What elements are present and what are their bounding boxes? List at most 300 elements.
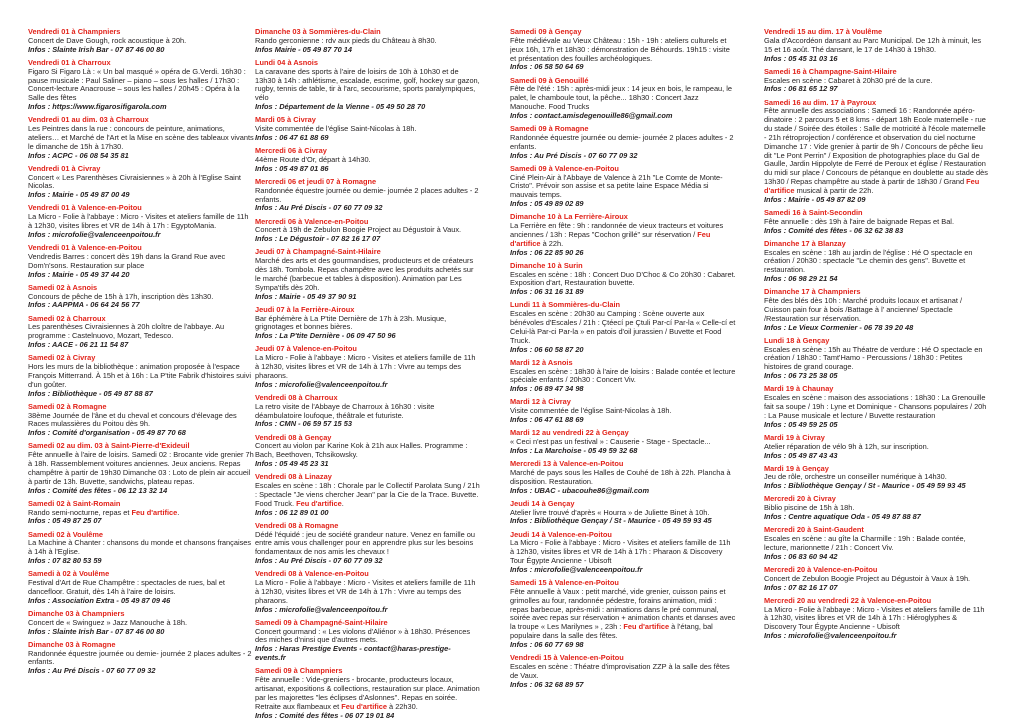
event-description-text: Randonnée équestre journée ou demie- journée 2 places adultes - 2 enfants.: [510, 132, 734, 151]
event-entry: [255, 434, 481, 469]
event-date-location: Vendredi 15 au dim. 17 à Voulême: [764, 28, 883, 36]
event-entry: [510, 398, 736, 425]
event-info-contact: Infos : Bibliothèque Gençay / St - Maurice - 05 49 59 93 45: [510, 516, 712, 526]
event-entry: [255, 28, 481, 55]
event-description-text: Concours de pêche de 15h à 17h, inscription dès 13h30.: [28, 291, 214, 301]
event-description: [764, 346, 990, 373]
event-entry: [764, 434, 990, 461]
event-info-contact: Infos : 06 22 85 90 26: [510, 247, 584, 257]
event-entry: [510, 531, 736, 575]
event-description: [764, 249, 990, 276]
event-info-contact: Infos : Mairie - 05 49 87 82 09: [764, 194, 866, 204]
event-date-location: Samedi à 02 à Voulême: [28, 569, 110, 579]
event-description-text: Escales en scène : 18h au jardin de l'église : Hé O spectacle en création / 20h30 : spectacle "Le chemin des gens". Buvette et restauration.: [764, 247, 973, 275]
event-date-location: Mardi 12 à Asnois: [510, 357, 573, 367]
event-description-text: Concert de Dave Gough, rock acoustique à 20h.: [28, 35, 187, 45]
event-description: [28, 125, 254, 152]
event-description: [255, 676, 481, 711]
event-description-text: Fête de l'été : 15h : après-midi jeux : 14 jeux en bois, le rampeau, le palet, le chamboule tout, la pêche... 18h30 : Concert Jazz Manouche. Food Trucks: [510, 84, 733, 112]
event-date-location: Lundi 11 à Sommières-du-Clain: [510, 300, 621, 310]
event-description-text: Ciné Plein-Air à l'Abbaye de Valence à 21h "Le Comte de Monte-Cristo". Prévoir son assise et sa petite laine Espace Média si mauvais temps.: [510, 172, 723, 200]
event-description: [28, 539, 254, 557]
event-entry: [510, 262, 736, 297]
event-info-contact: Infos Mairie - 05 49 87 70 14: [255, 44, 352, 54]
event-description: [255, 257, 481, 292]
event-date-location: Vendredi 08 à Valence-en-Poitou: [255, 569, 369, 579]
event-description-text: « Ceci n'est pas un festival » : Causerie - Stage - Spectacle...: [510, 437, 711, 447]
fireworks-highlight: Feu d'artifice: [623, 622, 670, 632]
event-date-location: Samedi 09 à Champniers: [255, 666, 343, 676]
event-date-location: Jeudi 14 à Valence-en-Poitou: [510, 529, 612, 539]
event-entry: [28, 442, 254, 495]
event-description-text: Fête annuelle : Vide-greniers - brocante, producteurs locaux, artisanat, expositions & collections, restauration sur place. Animation par les majorettes "les éclipses d'Aslonnes". Repas en soirée. Retraite aux flambeaux et: [255, 675, 480, 711]
event-info-contact: Infos : La P'tite Dernière - 06 09 47 50 96: [255, 331, 396, 341]
event-info-contact: Infos : Association Extra - 05 49 87 09 46: [28, 595, 171, 605]
event-info-contact: Infos : microfolie@valenceenpoitou.fr: [510, 564, 643, 574]
event-description-text: La Micro - Folie à l'abbaye : Micro - Visites et ateliers famille de 11h à 12h30, visites libres et VR de 14h à 17h : EgyptoMania.: [28, 212, 249, 231]
event-info-contact: Infos : 05 49 87 43 43: [764, 450, 838, 460]
event-info-contact: Infos : 06 58 50 64 69: [510, 62, 584, 72]
event-date-location: Vendredi 08 à Romagne: [255, 520, 339, 530]
event-description: [764, 107, 990, 195]
event-info-contact: Infos : https://www.figarosifigarola.com: [28, 102, 167, 112]
fireworks-highlight: Feu d'artifice: [341, 701, 387, 711]
event-entry: [510, 429, 736, 456]
event-date-location: Samedi 02 à Civray: [28, 353, 96, 363]
event-date-location: Vendredi 15 à Valence-en-Poitou: [510, 653, 624, 663]
event-entry: [255, 59, 481, 112]
events-column-4: [764, 28, 990, 718]
event-entry: [510, 654, 736, 689]
event-description-text: 44ème Route d'Or, départ à 14h30.: [255, 154, 371, 164]
event-description-text: La Machine à Chanter : chansons du monde et chansons françaises à 14h à l'Eglise.: [28, 538, 252, 557]
events-column-1: [28, 28, 254, 718]
event-date-location: Dimanche 03 à Sommières-du-Clain: [255, 28, 381, 36]
event-description: [255, 187, 481, 205]
event-description: [510, 539, 736, 566]
event-date-location: Dimanche 03 à Champniers: [28, 608, 125, 618]
event-info-contact: Infos : Mairie - 05 49 37 44 20: [28, 269, 130, 279]
event-info-contact: Infos : Au Pré Discis - 07 60 77 09 32: [28, 666, 156, 676]
event-entry: [28, 28, 254, 55]
event-description-text: Escales en scène : Cabaret à 20h30 pré de la cure.: [764, 75, 933, 85]
event-entry: [28, 284, 254, 311]
event-entry: [764, 495, 990, 522]
event-description-text: La Micro - Folie à l'abbaye : Micro - Visites et ateliers famille de 11h à 12h30, visites libres et VR de 14h à 17h : Hiéroglyphes & Discovery Tour Égypte Ancienne - Ubisoft: [764, 604, 985, 632]
event-date-location: Vendredi 01 à Valence-en-Poitou: [28, 203, 142, 213]
event-entry: [28, 531, 254, 566]
event-date-location: Mercredi 20 à Saint-Gaudent: [764, 525, 864, 535]
event-info-contact: Infos : microfolie@valenceenpoitou.fr: [28, 229, 161, 239]
event-description: [510, 663, 736, 681]
event-date-location: Vendredi 08 à Charroux: [255, 392, 338, 402]
event-description-text: Gala d'Accordéon dansant au Parc Municipal. De 12h à minuit, les 15 et 16 août. Thé dansant, le 17 de 14h30 à 19h30.: [764, 35, 982, 54]
event-description-text: Concert au violon par Karine Kok à 21h aux Halles. Programme : Bach, Beethoven, Tchsikowsky.: [255, 441, 468, 460]
event-entry: [28, 165, 254, 200]
event-date-location: Vendredi 01 à Champniers: [28, 28, 121, 36]
event-date-location: Samedi 02 à Voulême: [28, 529, 104, 539]
event-info-contact: Infos : Comité des fêtes - 06 12 13 32 14: [28, 485, 168, 495]
event-description-text: Fête annuelle à Vaux : petit marché, vide grenier, cuisson pains et grimolles au four, randonnée pédestre, forains animation, midi : repas barbecue, après-midi : animations dans le pré communal, soirée avec repas sur réservation + animation chants et danses avec la troupe « Les Marilynes » , 23h :: [510, 586, 736, 632]
event-description-text: Concert à 19h de Zebulon Boogie Project au Dégustoir à Vaux.: [255, 225, 462, 235]
event-date-location: Dimanche 03 à Romagne: [28, 639, 116, 649]
event-date-location: Mercredi 06 à Valence-en-Poitou: [255, 216, 369, 226]
event-entry: [255, 306, 481, 341]
event-date-location: Vendredi 01 à Charroux: [28, 57, 111, 67]
event-date-location: Samedi 09 à Romagne: [510, 124, 589, 134]
event-description: [510, 310, 736, 345]
event-info-contact: Infos : 06 81 65 12 97: [764, 84, 838, 94]
event-description-text: La caravane des sports à l'aire de loisirs de 10h à 10h30 et de 13h30 à 14h : athlétisme, escalade, escrime, golf, hockey sur gazon, rugby, tennis de table, tir à l'arc, secourisme, sports paralympiques, vélo: [255, 66, 480, 103]
event-info-contact: Infos : Au Pré Discis - 07 60 77 09 32: [510, 150, 638, 160]
event-description: [764, 394, 990, 421]
event-info-contact: Infos : 06 73 25 38 05: [764, 371, 838, 381]
event-entry: [764, 240, 990, 284]
event-entry: [764, 28, 990, 63]
event-date-location: Mercredi 20 au vendredi 22 à Valence-en-Poitou: [764, 595, 932, 605]
event-description: [764, 535, 990, 553]
event-description-text-end: .: [177, 507, 180, 517]
event-info-contact: Infos : CMN - 06 59 57 15 53: [255, 419, 352, 429]
event-description: [28, 650, 254, 668]
event-date-location: Vendredi 01 à Civray: [28, 163, 101, 173]
event-info-contact: Infos : Département de la Vienne - 05 49 50 28 70: [255, 102, 426, 112]
event-entry: [255, 394, 481, 429]
event-info-contact: Infos : 06 83 60 94 42: [764, 551, 838, 561]
event-info-contact: Infos : 05 49 87 01 86: [255, 163, 329, 173]
event-description-text: Escales en scène : 18h : Chorale par le Collectif Parolata Sung / 21h : Spectacle "Je viens chercher Jean" par la Cie de la Trace. Buvette. Food Truck.: [255, 481, 480, 508]
event-description-text: Fête annuelle : dès 19h à l'aire de baignade Repas et Bal.: [764, 216, 955, 226]
event-entry: [510, 579, 736, 650]
event-description-text: Festival d'Art de Rue Champêtre : spectacles de rues, bal et dancefloor. Gratuit, dès 14h à l'aire de loisirs.: [28, 578, 225, 596]
event-entry: [764, 99, 990, 205]
event-description-text: Figaro Si Figaro Là : « Un bal masqué » opéra de G.Verdi. 16h30 : pause musicale : Paul Saliner – piano – sous les halles / 17h30 : Concert-lecture Anacrouse – sous les halles / 20h45 : Opéra à la Salle des fêtes: [28, 66, 246, 103]
event-date-location: Mardi 19 à Gençay: [764, 463, 829, 473]
event-date-location: Samedi 09 à Champagné-Saint-Hilaire: [255, 617, 388, 627]
event-entry: [510, 77, 736, 121]
event-description-text-end: musical à partir de 22h.: [794, 185, 874, 195]
event-description: [28, 253, 254, 271]
event-description: [28, 174, 254, 192]
event-info-contact: Infos : 07 82 80 53 59: [28, 556, 102, 566]
event-date-location: Lundi 04 à Asnois: [255, 57, 318, 67]
event-description: [255, 403, 481, 421]
event-info-contact: Infos : 05 45 31 03 16: [764, 53, 838, 63]
event-description: [255, 579, 481, 606]
event-info-contact: Infos : Comité des fêtes - 06 32 62 38 83: [764, 225, 904, 235]
event-description-text: Escales en scène : au gîte la Charmille : 19h : Balade contée, lecture, marionnette / 21h : Concert Viv.: [764, 534, 966, 552]
event-date-location: Mardi 12 à Civray: [510, 397, 571, 407]
event-description: [510, 85, 736, 112]
event-entry: [764, 597, 990, 641]
event-info-contact: Infos : 07 82 16 17 07: [764, 582, 838, 592]
event-entry: [764, 288, 990, 332]
event-date-location: Jeudi 14 à Gençay: [510, 498, 575, 508]
event-info-contact: Infos : 06 60 58 87 20: [510, 344, 584, 354]
event-description-text: Les Peintres dans la rue : concours de peinture, animations, ateliers… et Marché de l'Art et la Mise en scène des tableaux vivants le dimanche de 15h à 17h30.: [28, 124, 254, 151]
event-date-location: Mardi 05 à Civray: [255, 115, 316, 125]
event-entry: [510, 125, 736, 160]
event-entry: [764, 566, 990, 593]
event-entry: [28, 315, 254, 350]
event-info-contact: Infos : Le Dégustoir - 07 82 16 17 07: [255, 234, 381, 244]
event-date-location: Samedi 02 au dim. 03 à Saint-Pierre-d'Exideuil: [28, 441, 190, 451]
event-description: [28, 213, 254, 231]
event-description: [255, 442, 481, 460]
event-entry: [510, 301, 736, 354]
event-info-contact: Infos : 06 89 47 34 98: [510, 384, 584, 394]
event-info-contact: Infos : 06 47 61 88 69: [510, 415, 584, 425]
event-entry: [28, 500, 254, 527]
event-entry: [255, 178, 481, 213]
event-description-text: Visite commentée de l'église Saint-Nicolas à 18h.: [255, 124, 417, 134]
event-description-text: Fête médiévale au Vieux Château : 15h - 19h : ateliers culturels et jeux 16h, 17h et 18h30 : démonstration de Béhourds. 19h15 : visite et présentation des fouilles archéologiques.: [510, 35, 730, 63]
event-description: [28, 363, 254, 390]
event-date-location: Mardi 19 à Chaunay: [764, 384, 834, 394]
event-info-contact: Infos : 05 49 59 25 05: [764, 419, 838, 429]
event-info-contact: Infos : ACPC - 06 08 54 35 81: [28, 150, 129, 160]
event-info-contact: Infos : 06 60 77 69 98: [510, 640, 584, 650]
event-info-contact: Infos : AACE - 06 21 11 54 87: [28, 340, 129, 350]
event-date-location: Mercredi 06 et jeudi 07 à Romagne: [255, 176, 377, 186]
event-entry: [255, 345, 481, 389]
event-description-text: 38ème Journée de l'âne et du cheval et concours d'élevage des Races mulassières du Poitou dès 9h.: [28, 410, 237, 429]
event-entry: [510, 165, 736, 209]
event-entry: [28, 403, 254, 438]
event-entry: [28, 354, 254, 398]
event-entry: [28, 244, 254, 279]
event-date-location: Mardi 19 à Civray: [764, 432, 825, 442]
event-date-location: Vendredi 08 à Linazay: [255, 472, 332, 482]
event-description-text: Marché des arts et des gourmandises, producteurs et de créateurs dès 18h. Tombola. Repas champêtre avec les produits achetés sur le marché (barbecue et tables à disposition). Animation par Les Sympa'tifs dès 20h.: [255, 256, 474, 292]
event-description: [510, 37, 736, 64]
event-date-location: Mercredi 20 à Civray: [764, 494, 836, 504]
event-description: [510, 588, 736, 641]
event-entry: [28, 204, 254, 239]
event-date-location: Vendredi 01 à Valence-en-Poitou: [28, 243, 142, 253]
fireworks-highlight: Feu d'artifice: [296, 498, 342, 508]
event-description-text: Escales en scène : maison des associations : 18h30 : La Grenouille fait sa soupe / 19h : Lyne et Dominique - Chansons populaires / 20h : La Pause musicale et lecture / Buvette restauration: [764, 393, 987, 420]
event-entry: [764, 465, 990, 492]
event-description-text: Bar éphémère à La P'tite Dernière de 17h à 23h. Musique, grignotages et bonnes bières.: [255, 313, 447, 332]
event-description-text-end: à 22h.: [540, 238, 564, 248]
event-info-contact: Infos : La Marchoise - 05 49 59 32 68: [510, 445, 638, 455]
event-description-text: La Micro - Folie à l'abbaye : Micro - Visites et ateliers famille de 11h à 12h30, visites libres et VR de 14h à 17h : Vivre au temps des pharaons.: [255, 578, 476, 605]
event-description-text: Randonnée équestre journée ou demie- journée 2 places adultes - 2 enfants.: [28, 648, 252, 667]
event-entry: [28, 641, 254, 676]
event-description-text: Escales en scène : 18h : Concert Duo D'Choc & Co 20h30 : Cabaret. Exposition d'art, Restauration buvette.: [510, 269, 736, 288]
event-description: [510, 174, 736, 201]
event-description-text: Atelier réparation de vélo 9h à 12h, sur inscription.: [764, 441, 929, 451]
event-date-location: Samedi 09 à Gençay: [510, 28, 582, 36]
event-info-contact: Infos : Au Pré Discis - 07 60 77 09 32: [255, 556, 383, 566]
event-info-contact: Infos : Comité d'organisation - 05 49 87 70 68: [28, 428, 186, 438]
event-entry: [28, 610, 254, 637]
event-description: [255, 315, 481, 333]
event-description-text-end: à 22h30.: [386, 701, 418, 711]
event-description-text: Rando semi-nocturne, repas et: [28, 507, 132, 517]
event-date-location: Samedi 09 à Valence-en-Poitou: [510, 163, 619, 173]
event-description-text: Marché de pays sous les Halles de Couhé de 18h à 22h. Plancha à disposition. Restauration.: [510, 467, 731, 486]
event-entry: [764, 209, 990, 236]
event-date-location: Jeudi 07 à Champagné-Saint-Hilaire: [255, 247, 381, 257]
event-info-contact: Infos : 06 12 89 01 00: [255, 507, 329, 517]
event-description-text: Concert de Zebulon Boogie Project au Dégustoir à Vaux à 19h.: [764, 573, 971, 583]
event-description: [510, 271, 736, 289]
event-description: [510, 368, 736, 386]
event-description: [28, 412, 254, 430]
event-info-contact: Infos : 06 47 61 88 69: [255, 132, 329, 142]
event-description-text: Les parenthèses Civraisiennes à 20h cloître de l'abbaye. Au programme : Castelnuovo, Mozart, Tedesco.: [28, 322, 225, 341]
event-date-location: Dimanche 10 à Surin: [510, 260, 583, 270]
event-date-location: Samedi 16 au dim. 17 à Payroux: [764, 97, 877, 107]
event-description: [28, 579, 254, 597]
event-entry: [28, 570, 254, 605]
event-description-text: Randonnée équestre journée ou demie- journée 2 places adultes - 2 enfants.: [255, 185, 479, 204]
event-description: [764, 297, 990, 324]
event-description: [510, 222, 736, 249]
event-info-contact: Infos : Slainte Irish Bar - 07 87 46 00 80: [28, 44, 165, 54]
event-entry: [28, 59, 254, 112]
fireworks-highlight: Feu d'artifice: [510, 229, 711, 248]
event-info-contact: Infos : Centre aquatique Oda - 05 49 87 88 87: [764, 512, 921, 522]
event-info-contact: Infos : Bibliothèque - 05 49 87 88 87: [28, 388, 153, 398]
event-date-location: Samedi 02 à Charroux: [28, 313, 106, 323]
event-description-text: Escales en scène : 20h30 au Camping : Scène ouverte aux bénévoles d'Escales / 21h : Çtéecí pe Çtuli Par-cí Par-la « Celle-cí et Celui-là Par-ci Par-la » en patois d'oil jurassien / Buvette et Food Truck.: [510, 309, 736, 345]
event-date-location: Lundi 18 à Gençay: [764, 335, 830, 345]
event-description-text: Atelier livre trouvé d'après « Hourra » de Juliette Binet à 10h.: [510, 507, 710, 517]
event-info-contact: Infos : Slainte Irish Bar - 07 87 46 00 80: [28, 626, 165, 636]
event-info-contact: Infos : Le Vieux Cormenier - 06 78 39 20 48: [764, 322, 914, 332]
event-date-location: Samedi 16 à Champagne-Saint-Hilaire: [764, 66, 897, 76]
event-date-location: Samedi 02 à Romagne: [28, 401, 107, 411]
event-entry: [255, 522, 481, 566]
event-description-text: Fête des blés dès 10h : Marché produits locaux et artisanat / Cuisson pain four à bois /Battage à l' ancienne/ Spectacle /Restauration sur réservation.: [764, 296, 963, 323]
event-description-text: La retro visite de l'Abbaye de Charroux à 16h30 : visite déambulatoire loufoque, théâtrale et futuriste.: [255, 401, 435, 420]
event-info-contact: Infos : Mairie - 05 49 37 90 91: [255, 291, 357, 301]
event-description-text: Jeu de rôle, orchestre un conseiller numérique à 14h30.: [764, 472, 947, 482]
event-description: [255, 531, 481, 558]
event-date-location: Jeudi 07 à la Ferrière-Airoux: [255, 304, 355, 314]
events-column-2: [255, 28, 481, 718]
event-description: [764, 37, 990, 55]
event-date-location: Vendredi 01 au dim. 03 à Charroux: [28, 115, 149, 125]
event-description-text: Dédé l'équidé : jeu de société grandeur nature. Venez en famille ou entre amis vous challenger pour en apprendre plus sur les besoins fondamentaux de nos amis les chevaux !: [255, 529, 475, 557]
event-entry: [764, 337, 990, 381]
events-column-3: [510, 28, 736, 718]
event-date-location: Samedi 02 à Saint-Romain: [28, 498, 121, 508]
event-entry: [255, 218, 481, 245]
event-description: [510, 134, 736, 152]
event-info-contact: Infos : 05 49 89 02 89: [510, 199, 584, 209]
event-description-text: La Micro - Folie à l'abbaye : Micro - Visites et ateliers famille de 11h à 12h30, visites libres et VR de 14h à 17h : Pharaon & Discovery Tour Égypte Ancienne - Ubisoft: [510, 538, 731, 566]
event-info-contact: Infos : microfolie@valenceenpoitou.fr: [255, 604, 388, 614]
event-description: [255, 628, 481, 646]
event-info-contact: Infos : Comité des fêtes - 06 07 19 01 84: [255, 710, 395, 718]
event-description-text: Visite commentée de l'église Saint-Nicolas à 18h.: [510, 406, 672, 416]
event-description-text-end: .: [341, 498, 344, 508]
event-info-contact: Infos : Mairie - 05 49 87 00 49: [28, 190, 130, 200]
fireworks-highlight: Feu d'artifice: [764, 177, 980, 195]
event-description-text: Fête annuelle des associations : Samedi 16 : Randonnée apéro-dinatoire : 2 parcours 5 et 8 kms - départ 18h Ecole maternelle - rue du stade / Soirée des étoiles : Salle de motricité à l'école maternelle - 21h rétroprojection / conférence et observation du ciel nocturne Dimanche 17 : Vide grenier à partir de 9h / Concours de pêche lieu dit "Le Pont Perrin" / Exposition de photographies place du Gal de Gaulle, Jardin Hippolyte de Ferré de Peroux et église / Restauration du midi sur place / Concours de pétanque en doublette au stade dès 13h30 / Repas champêtre au stade à partir de 18h30 / Grand: [764, 106, 988, 187]
event-entry: [510, 500, 736, 527]
event-entry: [764, 68, 990, 95]
event-entry: [510, 460, 736, 495]
event-description: [255, 482, 481, 509]
event-date-location: Vendredi 08 à Gençay: [255, 432, 332, 442]
event-description-text-end: à l'étang, bal populaire dans la salle des fêtes.: [510, 622, 713, 641]
event-date-location: Samedi 15 à Valence-en-Poitou: [510, 578, 619, 588]
event-description: [28, 451, 254, 486]
event-info-contact: Infos : 06 31 16 31 89: [510, 287, 584, 297]
event-description-text: La Ferrière en fête : 9h : randonnée de vieux tracteurs et voitures anciennes / 13h : Repas "Cochon grillé" sur réservation /: [510, 221, 724, 239]
event-info-contact: Infos : 06 98 29 21 54: [764, 274, 838, 284]
event-entry: [255, 619, 481, 663]
event-description-text: Rando gerconienne : rdv aux pieds du Château à 8h30.: [255, 35, 437, 45]
event-description-text: Vendredis Barres : concert dès 19h dans la Grand Rue avec Dom'n'sons. Restauration sur place: [28, 251, 226, 270]
event-description-text: Biblio piscine de 15h à 18h.: [764, 503, 855, 513]
event-info-contact: Infos : microfolie@valenceenpoitou.fr: [764, 631, 897, 641]
event-entry: [510, 359, 736, 394]
event-date-location: Dimanche 17 à Blanzay: [764, 238, 846, 248]
event-entry: [255, 248, 481, 301]
fireworks-highlight: Feu d'artifice: [131, 507, 178, 517]
event-entry: [510, 213, 736, 257]
event-description-text: Concert gourmand : « Les violons d'Aliénor » à 18h30. Présences des miches d'ninsi que d'autres mets.: [255, 626, 471, 645]
event-date-location: Samedi 09 à Genouillé: [510, 75, 589, 85]
event-description-text: Escales en scène : 18h30 à l'aire de loisirs : Balade contée et lecture spéciale enfants / 20h30 : Concert Viv.: [510, 366, 736, 385]
event-entry: [255, 147, 481, 174]
event-info-contact: Infos : contact.amisdegenouille86@gmail.com: [510, 110, 673, 120]
event-entry: [510, 28, 736, 72]
event-entry: [255, 570, 481, 614]
event-entry: [28, 116, 254, 160]
event-info-contact: Infos : AAPPMA - 06 64 24 56 77: [28, 300, 140, 310]
event-date-location: Samedi 02 à Asnois: [28, 282, 98, 292]
event-info-contact: Infos : UBAC - ubacouhe86@gmail.com: [510, 485, 650, 495]
event-description-text: Concert « Les Parenthèses Civraisiennes » à 20h à l'Eglise Saint Nicolas.: [28, 172, 241, 191]
event-info-contact: Infos : Bibliothèque Gençay / St - Maurice - 05 49 59 93 45: [764, 481, 966, 491]
event-date-location: Jeudi 07 à Valence-en-Poitou: [255, 344, 357, 354]
event-date-location: Samedi 16 à Saint-Secondin: [764, 207, 863, 217]
event-date-location: Dimanche 17 à Champniers: [764, 287, 861, 297]
event-entry: [255, 116, 481, 143]
event-info-contact: Infos : Haras Prestige Events - contact@haras-prestige-events.fr: [255, 644, 451, 663]
event-description-text: Concert de « Swinguez » Jazz Manouche à 18h.: [28, 617, 187, 627]
event-date-location: Mercredi 06 à Civray: [255, 146, 327, 156]
event-entry: [764, 385, 990, 429]
event-info-contact: Infos : Au Pré Discis - 07 60 77 09 32: [255, 203, 383, 213]
event-description-text: Hors les murs de la bibliothèque : animation proposée à l'espace François Mitterrand. À 15h et à 16h : La P'tite Fabrik d'histoires suivi d'un goûter.: [28, 362, 252, 389]
event-entry: [255, 473, 481, 517]
event-info-contact: Infos : microfolie@valenceenpoitou.fr: [255, 379, 388, 389]
event-description: [28, 68, 254, 103]
event-description: [28, 323, 254, 341]
event-date-location: Mercredi 20 à Valence-en-Poitou: [764, 564, 878, 574]
event-date-location: Dimanche 10 à La Ferrière-Airoux: [510, 212, 628, 222]
event-date-location: Mardi 12 au vendredi 22 à Gençay: [510, 428, 629, 438]
event-entry: [255, 667, 481, 718]
event-description: [764, 606, 990, 633]
event-info-contact: Infos : 05 49 45 23 31: [255, 459, 329, 469]
event-description-text: Escales en scène : Théatre d'improvisation ZZP à la salle des fêtes de Vaux.: [510, 662, 730, 680]
event-info-contact: Infos : 05 49 87 25 07: [28, 516, 102, 526]
event-description: [255, 68, 481, 103]
event-description-text: Fête annuelle à l'aire de loisirs. Samedi 02 : Brocante vide grenier 7h à 18h. Rassemblement voitures anciennes. Jeux anciens. Repas champêtre à partir de 19h30 Dimanche 03 : Loto de plein air accueil à partir de 13h. Buvette, sandwichs, plateau repas.: [28, 450, 254, 486]
event-date-location: Mercredi 13 à Valence-en-Poitou: [510, 459, 624, 469]
event-description-text: La Micro - Folie à l'abbaye : Micro - Visites et ateliers famille de 11h à 12h30, visites libres et VR de 14h à 17h : Vivre au temps des pharaons.: [255, 353, 476, 380]
event-description: [510, 469, 736, 487]
